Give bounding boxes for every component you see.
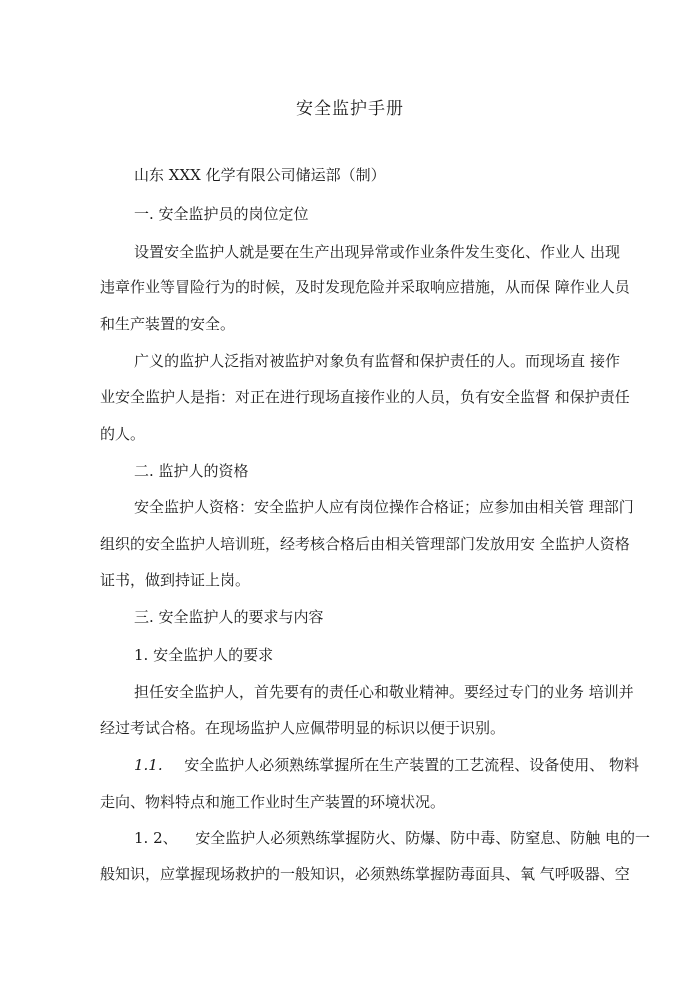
section-heading-1: 一. 安全监护员的岗位定位 xyxy=(134,205,309,223)
item-1-1-line-2: 走向、物料特点和施工作业时生产装置的环境状况。 xyxy=(100,793,446,811)
item-1-2-line-1 xyxy=(134,828,650,848)
paragraph-2-line-3: 的人。 xyxy=(100,425,146,443)
subsection-heading-1: 1. 安全监护人的要求 xyxy=(134,646,274,664)
section-heading-2: 二. 监护人的资格 xyxy=(134,462,249,480)
paragraph-2-line-2: 业安全监护人是指：对正在进行现场直接作业的人员，负有安全监督 和保护责任 xyxy=(100,388,630,406)
paragraph-3-line-3: 证书，做到持证上岗。 xyxy=(100,571,251,589)
section-heading-3: 三. 安全监护人的要求与内容 xyxy=(134,608,324,626)
item-1-2-line-2: 般知识，应掌握现场救护的一般知识，必须熟练掌握防毒面具、氧 气呼吸器、空 xyxy=(100,865,630,883)
item-1-1-number: 1.1. xyxy=(134,756,163,774)
paragraph-4-line-1: 担任安全监护人，首先要有的责任心和敬业精神。要经过专门的业务 培训并 xyxy=(134,683,634,701)
paragraph-1-line-3: 和生产装置的安全。 xyxy=(100,315,236,333)
item-1-1-text: 安全监护人必须熟练掌握所在生产装置的工艺流程、设备使用、 物料 xyxy=(184,756,639,774)
paragraph-3-line-1: 安全监护人资格：安全监护人应有岗位操作合格证；应参加由相关管 理部门 xyxy=(134,498,634,516)
item-1-1-line-1 xyxy=(134,755,639,775)
paragraph-4-line-2: 经过考试合格。在现场监护人应佩带明显的标识以便于识别。 xyxy=(100,719,506,737)
paragraph-1-line-1: 设置安全监护人就是要在生产出现异常或作业条件发生变化、作业人 出现 xyxy=(134,243,620,261)
item-1-2-text: 安全监护人必须熟练掌握防火、防爆、防中毒、防窒息、防触 电的一 xyxy=(195,829,650,847)
item-1-2-number: 1. 2、 xyxy=(134,829,178,847)
paragraph-2-line-1: 广义的监护人泛指对被监护对象负有监督和保护责任的人。而现场直 接作 xyxy=(134,352,620,370)
paragraph-1-line-2: 违章作业等冒险行为的时候，及时发现危险并采取响应措施，从而保 障作业人员 xyxy=(100,278,630,296)
paragraph-3-line-2: 组织的安全监护人培训班，经考核合格后由相关管理部门发放用安 全监护人资格 xyxy=(100,535,630,553)
org-line: 山东 XXX 化学有限公司储运部（制） xyxy=(134,166,386,184)
page-title: 安全监护手册 xyxy=(296,99,404,119)
